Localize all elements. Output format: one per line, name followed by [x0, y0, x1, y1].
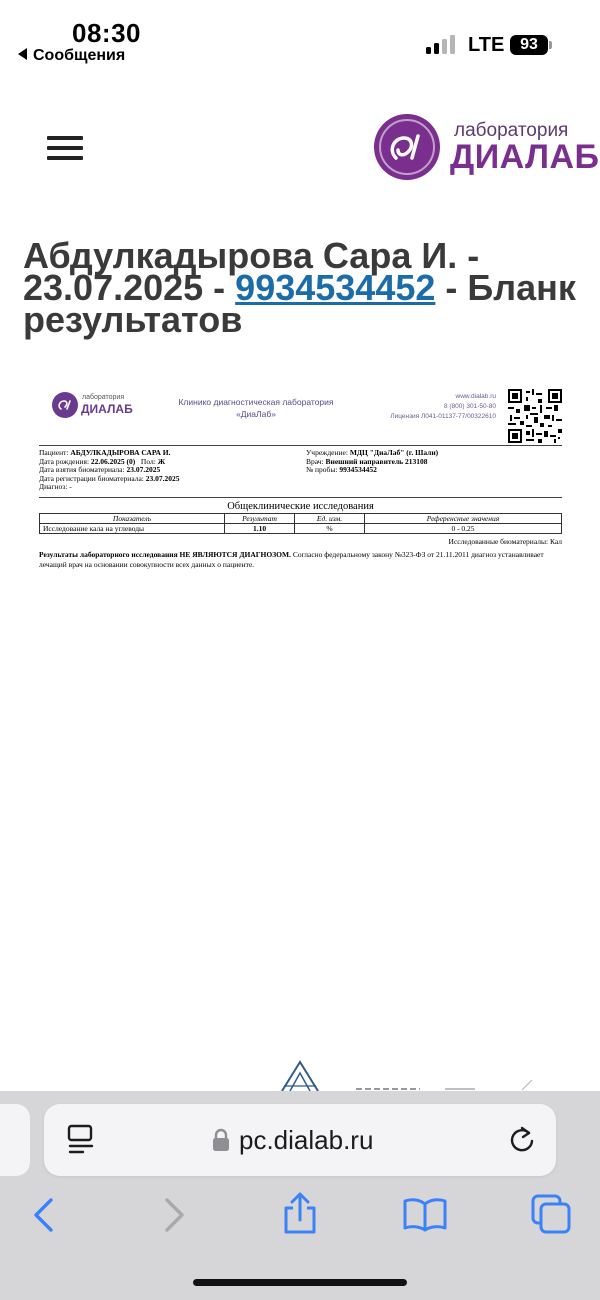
test-name-cell: Исследование кала на углеводы: [40, 524, 225, 534]
hamburger-icon[interactable]: [44, 132, 86, 164]
reference-cell: 0 - 0.25: [365, 524, 562, 534]
lab-contacts: [366, 392, 496, 422]
lab-license: Лицензия Л041-01137-77/00322610: [390, 413, 496, 420]
back-app-label: Сообщения: [33, 47, 126, 64]
sample-number-link[interactable]: 9934534452: [235, 267, 436, 308]
disclaimer: [39, 550, 562, 570]
unit-cell: %: [295, 524, 365, 534]
table-header-row: [40, 514, 562, 524]
doctor-label: Врач:: [306, 456, 324, 466]
chevron-left-icon[interactable]: [30, 1196, 58, 1234]
share-icon[interactable]: [280, 1192, 320, 1236]
patient-name: АБДУЛКАДЫРОВА САРА И.: [70, 448, 171, 457]
url-text[interactable]: pc.dialab.ru: [239, 1125, 374, 1155]
book-icon[interactable]: [402, 1196, 448, 1232]
title-suffix: - Бланк результатов: [23, 267, 576, 340]
back-triangle-icon: [18, 48, 27, 60]
patient-label: Пациент:: [39, 448, 69, 457]
referral-info: [306, 449, 438, 475]
logo-subtitle: лаборатория: [454, 120, 569, 141]
disclaimer-bold: Результаты лабораторного исследования НЕ ЯВЛЯЮТСЯ ДИАГНОЗОМ.: [39, 550, 291, 559]
tabs-icon[interactable]: [530, 1193, 572, 1235]
doctor-value: Внешний направитель 213108: [325, 456, 428, 466]
signal-icon: [426, 34, 460, 54]
sample-row: [306, 466, 438, 475]
column-header: Ед. изм.: [295, 514, 365, 524]
document-logo-title: ДИАЛАБ: [81, 402, 133, 416]
battery-tip: [549, 41, 552, 49]
home-indicator[interactable]: [193, 1279, 407, 1286]
lock-icon: [212, 1128, 230, 1152]
title-text: Абдулкадырова Сара И. - 23.07.2025 -: [23, 235, 480, 308]
lab-phone[interactable]: 8 (800) 301-50-80: [443, 403, 496, 410]
back-to-app-link[interactable]: [18, 47, 125, 65]
taken-label: Дата взятия биоматериала:: [39, 465, 125, 475]
status-time: 08:30: [72, 18, 141, 48]
column-header: Результат: [225, 514, 295, 524]
sample-value: 9934534452: [339, 465, 377, 475]
diagnosis-value: -: [69, 482, 72, 492]
page-settings-icon[interactable]: [67, 1124, 95, 1156]
lab-website[interactable]: www.dialab.ru: [455, 393, 496, 400]
section-title: Общеклинические исследования: [227, 501, 374, 512]
sample-label: № пробы:: [306, 465, 338, 475]
diagnosis-label: Диагноз:: [39, 482, 68, 492]
birth-label: Дата рождения:: [39, 456, 90, 466]
previous-tab-preview[interactable]: [0, 1104, 30, 1176]
reg-label: Дата регистрации биоматериала:: [39, 473, 144, 483]
column-header: Референсные значения: [365, 514, 562, 524]
qr-code-icon: [508, 389, 562, 443]
lab-line-1: Клинико диагностическая лаборатория: [178, 397, 334, 407]
info-divider: [39, 497, 562, 498]
chevron-right-icon[interactable]: [160, 1196, 188, 1234]
biomaterial-note: Исследованные биоматериалы: Кал: [448, 537, 562, 546]
institution-value: МДЦ "ДиаЛаб" (г. Шали): [349, 448, 439, 457]
document-logo-subtitle: лаборатория: [82, 394, 125, 401]
lab-line-2: «ДиаЛаб»: [236, 409, 276, 419]
patient-info: [39, 449, 180, 492]
reload-icon[interactable]: [507, 1124, 537, 1156]
document-logo-icon: [52, 392, 78, 418]
stamp-graphic: [270, 1058, 540, 1093]
battery-icon: [510, 35, 548, 55]
network-label: LTE: [468, 34, 505, 56]
sex-value: Ж: [157, 456, 166, 466]
institution-label: Учреждение:: [306, 448, 348, 457]
result-document: [36, 385, 566, 585]
battery-level: 93: [520, 36, 538, 53]
page-title: [23, 235, 583, 340]
taken-value: 23.07.2025: [126, 465, 161, 475]
header-divider: [39, 445, 562, 446]
birth-value: 22.06.2025 (0): [90, 456, 136, 466]
column-header: Показатель: [40, 514, 225, 524]
reg-value: 23.07.2025: [145, 473, 180, 483]
results-table: [39, 513, 562, 534]
sex-label: Пол:: [140, 456, 156, 466]
logo-title: ДИАЛАБ: [450, 138, 600, 176]
diagnosis-row: [39, 483, 180, 492]
table-row: [40, 524, 562, 534]
lab-name: [166, 396, 346, 420]
logo-emblem-icon: [374, 114, 440, 180]
result-cell: 1.10: [225, 524, 295, 534]
site-logo[interactable]: [374, 112, 600, 182]
disclaimer-text: Согласно федеральному закону №323-ФЗ от 21.11.2011 диагноз устанавливает лечащий врач на основании совокупности всех данных о пациенте.: [39, 550, 544, 569]
